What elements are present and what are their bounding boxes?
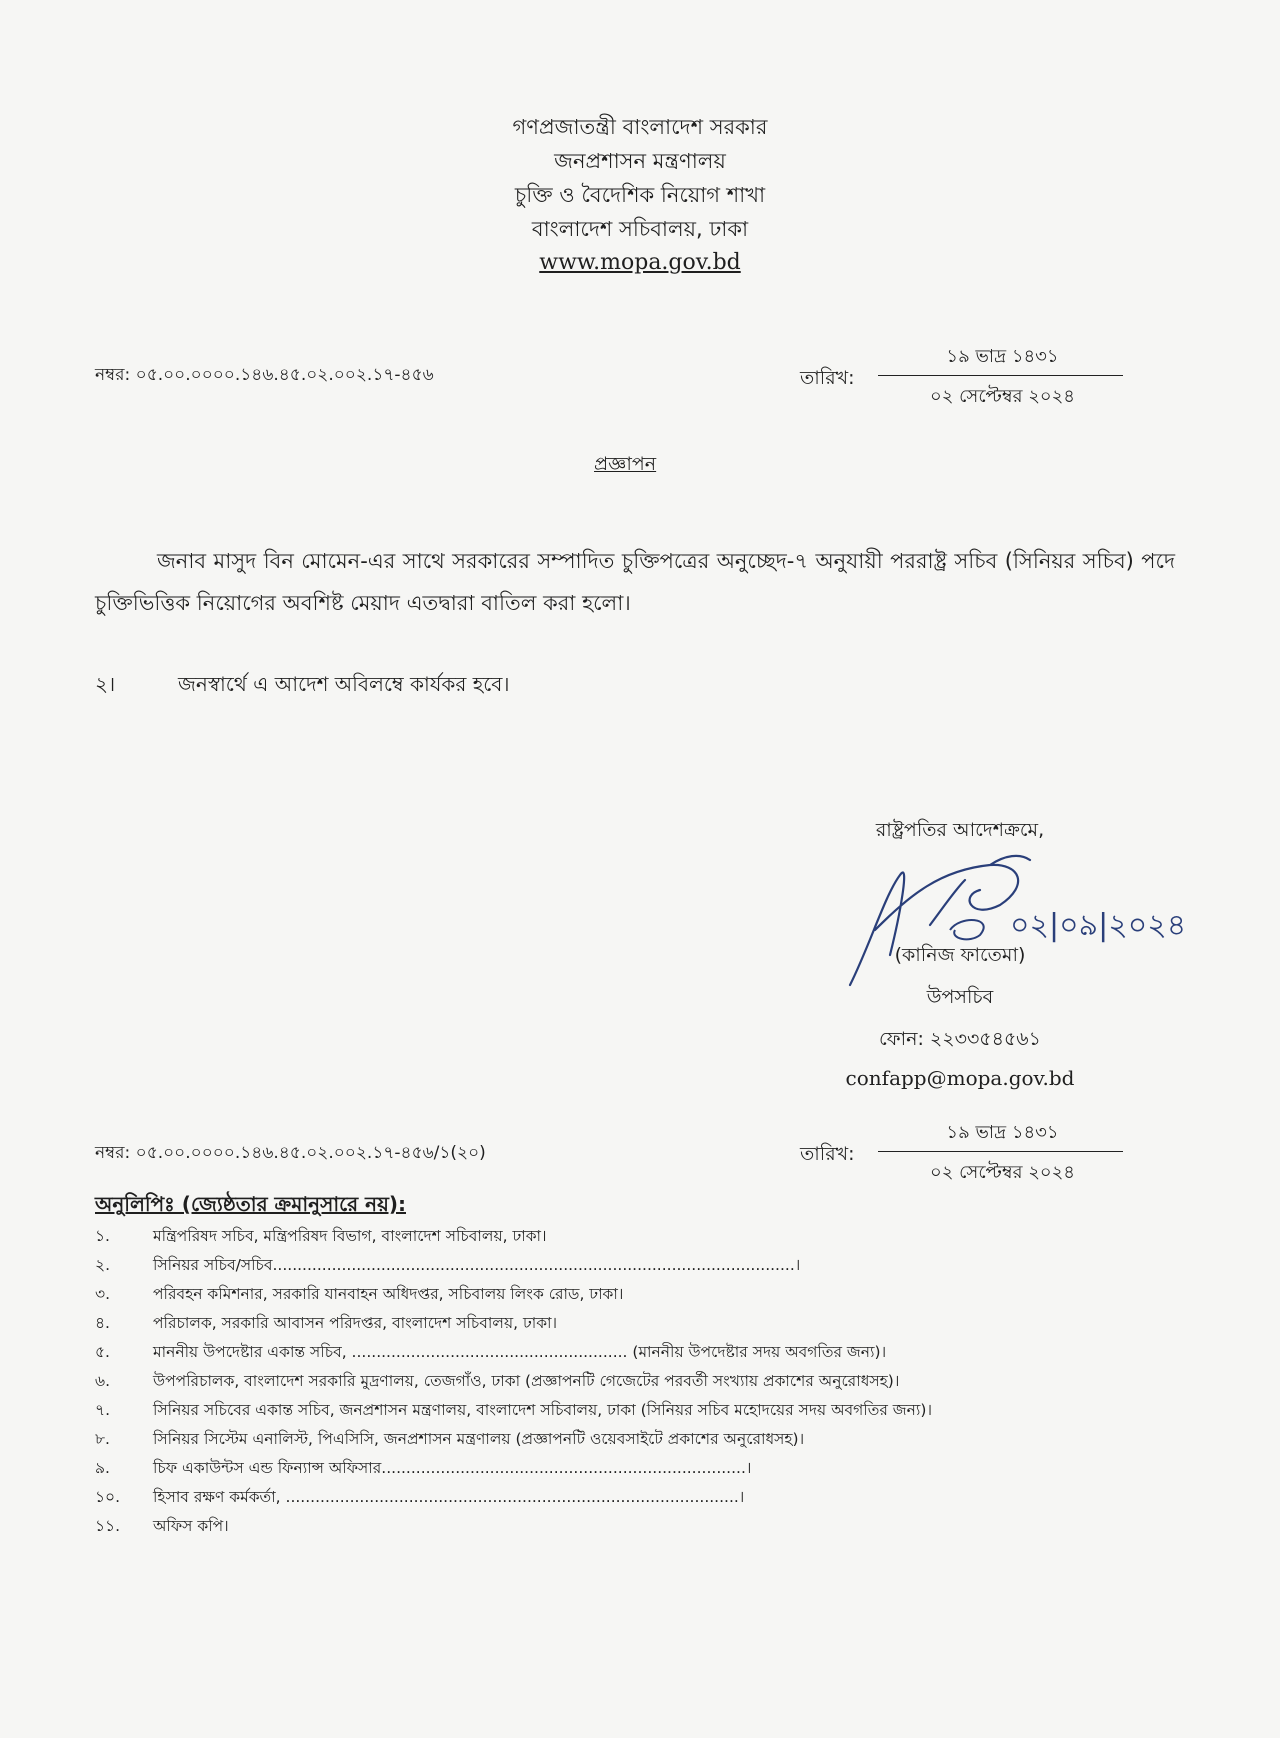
cc-title: অনুলিপিঃ (জ্যেষ্ঠতার ক্রমানুসারে নয়): (95, 1192, 406, 1216)
list-item: ৯. চিফ একাউন্টস এন্ড ফিন্যান্স অফিসার..........................................................................। (95, 1459, 752, 1477)
date-bangla-2: ১৯ ভাদ্র ১৪৩১ (946, 1122, 1059, 1143)
list-item: ৩. পরিবহন কমিশনার, সরকারি যানবাহন অধিদপ্তর, সচিবালয় লিংক রোড, ঢাকা। (95, 1285, 624, 1303)
notification-title: প্রজ্ঞাপন (594, 453, 657, 475)
list-item: ১. মন্ত্রিপরিষদ সচিব, মন্ত্রিপরিষদ বিভাগ, বাংলাদেশ সচিবালয়, ঢাকা। (95, 1227, 547, 1245)
order-line: রাষ্ট্রপতির আদেশক্রমে, (875, 819, 1045, 841)
date-label-2: তারিখ: (800, 1143, 855, 1165)
date-divider-2 (878, 1151, 1123, 1152)
date-divider (878, 375, 1123, 376)
memo-date (800, 342, 1120, 412)
list-item: ৮. সিনিয়র সিস্টেম এনালিস্ট, পিএসিসি, জনপ্রশাসন মন্ত্রণালয় (প্রজ্ঞাপনটি ওয়েবসাইটে প্রকাশের অনুরোধসহ)। (95, 1430, 805, 1448)
list-item: ৫. মাননীয় উপদেষ্টার একান্ত সচিব, ........................................................ (মাননীয় উপদেষ্টার সদয় অবগতির জন্য)। (95, 1343, 887, 1361)
date-gregorian: ০২ সেপ্টেম্বর ২০২৪ (930, 386, 1075, 407)
date-gregorian-2: ০২ সেপ্টেম্বর ২০২৪ (930, 1162, 1075, 1183)
signatory-phone: ফোন: ২২৩৩৫৪৫৬১ (879, 1028, 1041, 1050)
cc-list (95, 1224, 1175, 1543)
ministry-name: জনপ্রশাসন মন্ত্রণালয় (554, 149, 726, 173)
handwritten-date: ০২|০৯|২০২৪ (1010, 908, 1187, 943)
list-item: ৪. পরিচালক, সরকারি আবাসন পরিদপ্তর, বাংলাদেশ সচিবালয়, ঢাকা। (95, 1314, 558, 1332)
list-item: ১১. অফিস কপি। (95, 1517, 229, 1535)
body-paragraph-1: জনাব মাসুদ বিন মোমেন-এর সাথে সরকারের সম্পাদিত চুক্তিপত্রের অনুচ্ছেদ-৭ অনুযায়ী পররাষ্ট্র সচিব (সিনিয়র সচিব) পদে চুক্তিভিত্তিক নিয়োগের অবশিষ্ট মেয়াদ এতদ্বারা বাতিল করা হলো। (95, 549, 1175, 615)
signatory-name: (কানিজ ফাতেমা) (894, 944, 1026, 966)
signatory-email[interactable]: confapp@mopa.gov.bd (845, 1066, 1075, 1090)
list-item: ৬. উপপরিচালক, বাংলাদেশ সরকারি মুদ্রণালয়, তেজগাঁও, ঢাকা (প্রজ্ঞাপনটি গেজেটের পরবর্তী সংখ্যায় প্রকাশের অনুরোধসহ)। (95, 1372, 900, 1390)
list-item: ১০. হিসাব রক্ষণ কর্মকর্তা, ............................................................................................। (95, 1488, 745, 1506)
website-link[interactable]: www.mopa.gov.bd (539, 250, 741, 275)
list-item: ২. সিনিয়র সচিব/সচিব..........................................................................................................। (95, 1256, 801, 1274)
paragraph-2-number: ২। (95, 672, 116, 696)
govt-name: গণপ্রজাতন্ত্রী বাংলাদেশ সরকার (512, 115, 768, 139)
body-paragraph-2: জনস্বার্থে এ আদেশ অবিলম্বে কার্যকর হবে। (178, 672, 510, 696)
memo-number-2: নম্বর: ০৫.০০.০০০০.১৪৬.৪৫.০২.০০২.১৭-৪৫৬/১(২০) (95, 1143, 486, 1163)
office-address: বাংলাদেশ সচিবালয়, ঢাকা (531, 217, 749, 241)
memo-number: নম্বর: ০৫.০০.০০০০.১৪৬.৪৫.০২.০০২.১৭-৪৫৬ (95, 365, 434, 385)
date-label: তারিখ: (800, 367, 855, 389)
list-item: ৭. সিনিয়র সচিবের একান্ত সচিব, জনপ্রশাসন মন্ত্রণালয়, বাংলাদেশ সচিবালয়, ঢাকা (সিনিয়র সচিব মহোদয়ের সদয় অবগতির জন্য)। (95, 1401, 933, 1419)
branch-name: চুক্তি ও বৈদেশিক নিয়োগ শাখা (514, 183, 766, 207)
memo-date-2 (800, 1118, 1120, 1188)
signatory-designation: উপসচিব (926, 986, 994, 1008)
letterhead (340, 110, 940, 280)
date-bangla: ১৯ ভাদ্র ১৪৩১ (946, 346, 1059, 367)
